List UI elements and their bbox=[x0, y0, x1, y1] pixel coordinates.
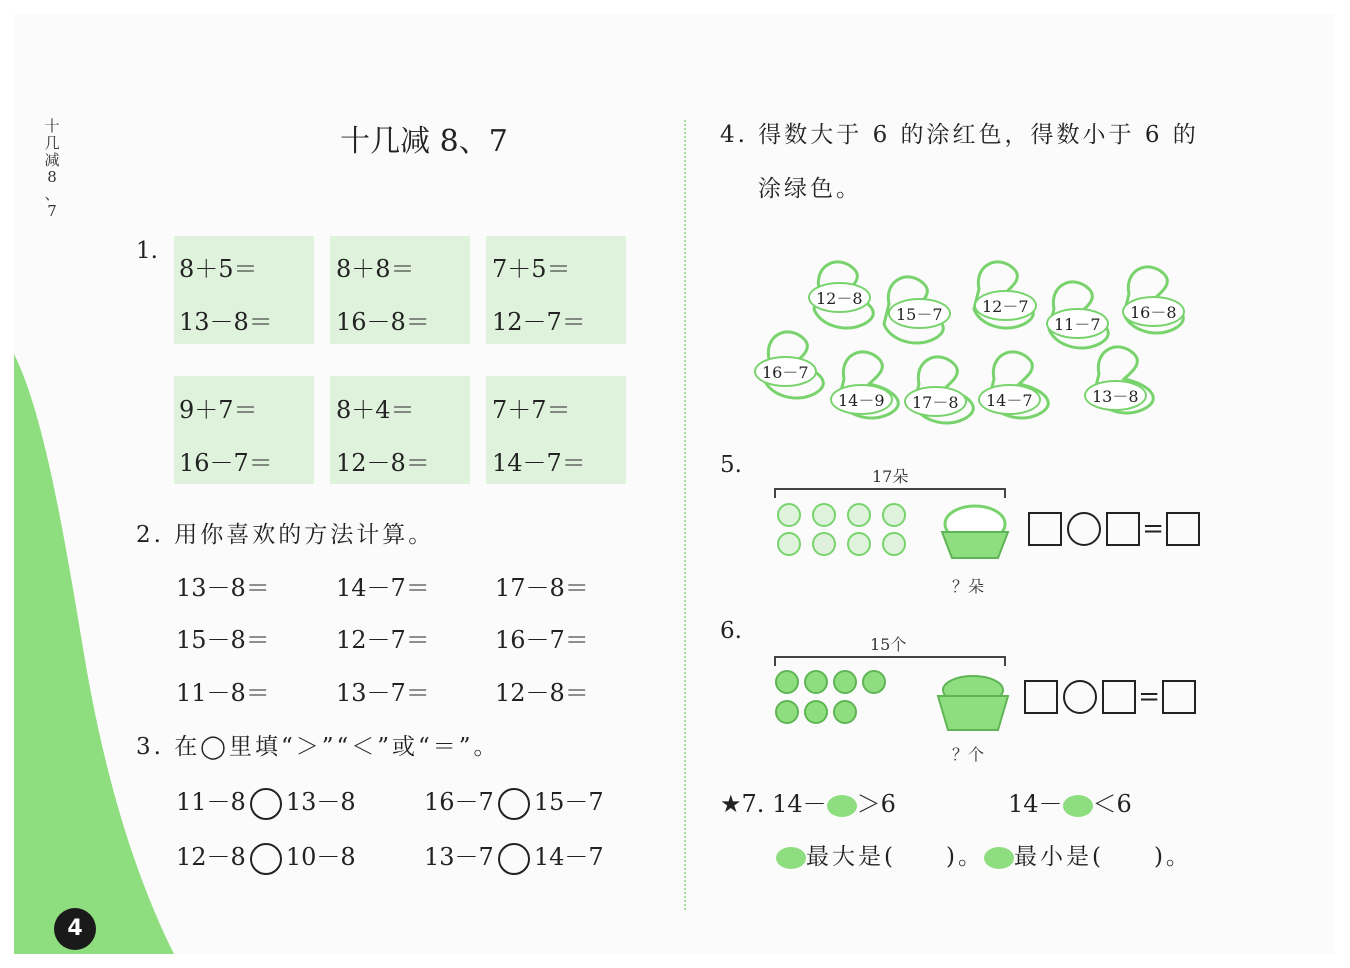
q7-answer-line bbox=[776, 838, 1192, 871]
q3-expr: 13－7 bbox=[424, 843, 494, 871]
q7-close: )。 bbox=[945, 844, 984, 870]
page-title: 十几减 8、7 bbox=[340, 124, 508, 159]
q1-equation: 12－7＝ bbox=[492, 308, 586, 336]
q1-equation: 9＋7＝ bbox=[179, 396, 258, 424]
q3-comparison bbox=[176, 837, 356, 875]
q4-instruction-line1: 4. 得数大于 6 的涂红色，得数小于 6 的 bbox=[720, 122, 1199, 148]
flower-basket-icon bbox=[936, 498, 1014, 562]
q6-unknown-label: ？个 bbox=[952, 745, 985, 764]
q1-equation: 8＋4＝ bbox=[336, 396, 415, 424]
q5-brace bbox=[774, 488, 1006, 498]
q1-equation: 13－8＝ bbox=[179, 308, 273, 336]
q3-expr: 16－7 bbox=[424, 788, 494, 816]
duck-label[interactable]: 17－8 bbox=[904, 386, 967, 417]
q1-number: 1. bbox=[136, 238, 158, 264]
q6-answer-row bbox=[1024, 680, 1196, 714]
q3-comparison bbox=[424, 782, 604, 820]
answer-circle[interactable] bbox=[1067, 512, 1101, 546]
side-chapter-title: 十 几 减 8 、 7 bbox=[44, 117, 60, 220]
q2-equation: 15－8＝ bbox=[176, 626, 270, 654]
q2-equation: 13－7＝ bbox=[336, 679, 430, 707]
q3-comparison bbox=[176, 782, 356, 820]
answer-box[interactable] bbox=[1166, 512, 1200, 546]
duck-label[interactable]: 12－8 bbox=[808, 282, 871, 313]
q5-answer-row bbox=[1028, 512, 1200, 546]
answer-circle[interactable] bbox=[1063, 680, 1097, 714]
duck-label[interactable]: 12－7 bbox=[974, 290, 1037, 321]
q3-expr: 13－8 bbox=[285, 788, 356, 816]
workbook-page bbox=[14, 14, 1334, 954]
q1-equation: 14－7＝ bbox=[492, 449, 586, 477]
q1-equation: 7＋7＝ bbox=[492, 396, 571, 424]
answer-box[interactable] bbox=[1102, 680, 1136, 714]
answer-box[interactable] bbox=[1028, 512, 1062, 546]
q5-number: 5. bbox=[720, 452, 742, 478]
flower-icon bbox=[827, 795, 857, 817]
q3-expr: 10－8 bbox=[285, 843, 356, 871]
answer-box[interactable] bbox=[1162, 680, 1196, 714]
q2-instruction: 2. 用你喜欢的方法计算。 bbox=[136, 522, 435, 548]
q2-equation: 14－7＝ bbox=[336, 574, 430, 602]
q7-max-label: 最大是( bbox=[806, 844, 896, 870]
duck-label[interactable]: 13－8 bbox=[1084, 380, 1147, 411]
q1-equation: 7＋5＝ bbox=[492, 255, 571, 283]
answer-box[interactable] bbox=[1024, 680, 1058, 714]
q7-left-inequality bbox=[720, 784, 896, 819]
q3-expr: 11－8 bbox=[176, 788, 246, 816]
q1-equation: 8＋5＝ bbox=[179, 255, 258, 283]
duck-label[interactable]: 14－7 bbox=[978, 384, 1041, 415]
answer-circle[interactable] bbox=[498, 843, 530, 875]
duck-label[interactable]: 15－7 bbox=[888, 298, 951, 329]
q4-instruction-line2: 涂绿色。 bbox=[758, 176, 862, 202]
q2-equation: 13－8＝ bbox=[176, 574, 270, 602]
q2-equation: 16－7＝ bbox=[495, 626, 589, 654]
peach-basket-icon bbox=[934, 670, 1012, 734]
q1-equation: 8＋8＝ bbox=[336, 255, 415, 283]
flower-icon bbox=[1063, 795, 1093, 817]
q7-number: ★7. bbox=[720, 790, 765, 818]
q7-expr: 14－ bbox=[1008, 790, 1063, 818]
duck-label[interactable]: 16－8 bbox=[1122, 296, 1185, 327]
q3-expr: 12－8 bbox=[176, 843, 246, 871]
q2-equation: 17－8＝ bbox=[495, 574, 589, 602]
q6-total-label: 15个 bbox=[870, 635, 907, 654]
page-number: 4 bbox=[54, 908, 96, 950]
q1-equation: 12－8＝ bbox=[336, 449, 430, 477]
equals-sign: = bbox=[1138, 682, 1160, 712]
answer-circle[interactable] bbox=[250, 788, 282, 820]
q1-equation: 16－8＝ bbox=[336, 308, 430, 336]
q3-comparison bbox=[424, 837, 604, 875]
duck-label[interactable]: 14－9 bbox=[830, 384, 893, 415]
answer-box[interactable] bbox=[1106, 512, 1140, 546]
page-divider bbox=[684, 120, 686, 910]
q1-equation: 16－7＝ bbox=[179, 449, 273, 477]
flower-icon bbox=[984, 847, 1014, 869]
q3-expr: 15－7 bbox=[533, 788, 604, 816]
q5-total-label: 17朵 bbox=[872, 467, 909, 486]
flower-icon bbox=[776, 847, 806, 869]
q2-equation: 12－8＝ bbox=[495, 679, 589, 707]
q5-unknown-label: ？朵 bbox=[952, 577, 985, 596]
duck-label[interactable]: 16－7 bbox=[754, 356, 817, 387]
q7-close: )。 bbox=[1153, 844, 1192, 870]
equals-sign: = bbox=[1142, 514, 1164, 544]
q2-equation: 12－7＝ bbox=[336, 626, 430, 654]
q7-min-label: 最小是( bbox=[1013, 844, 1104, 870]
answer-circle[interactable] bbox=[498, 788, 530, 820]
q6-brace bbox=[774, 656, 1006, 666]
q7-right-inequality bbox=[1008, 784, 1132, 819]
q6-number: 6. bbox=[720, 618, 742, 644]
q3-instruction: 3. 在◯里填“＞”“＜”或“＝”。 bbox=[136, 734, 500, 760]
q7-expr: 14－ bbox=[772, 790, 827, 818]
duck-label[interactable]: 11－7 bbox=[1046, 308, 1109, 339]
peaches-illustration bbox=[774, 668, 904, 728]
q7-compare: ＞6 bbox=[856, 790, 896, 818]
q7-compare: ＜6 bbox=[1092, 790, 1132, 818]
q2-equation: 11－8＝ bbox=[176, 679, 270, 707]
q3-expr: 14－7 bbox=[533, 843, 604, 871]
answer-circle[interactable] bbox=[250, 843, 282, 875]
flowers-illustration bbox=[774, 500, 924, 560]
